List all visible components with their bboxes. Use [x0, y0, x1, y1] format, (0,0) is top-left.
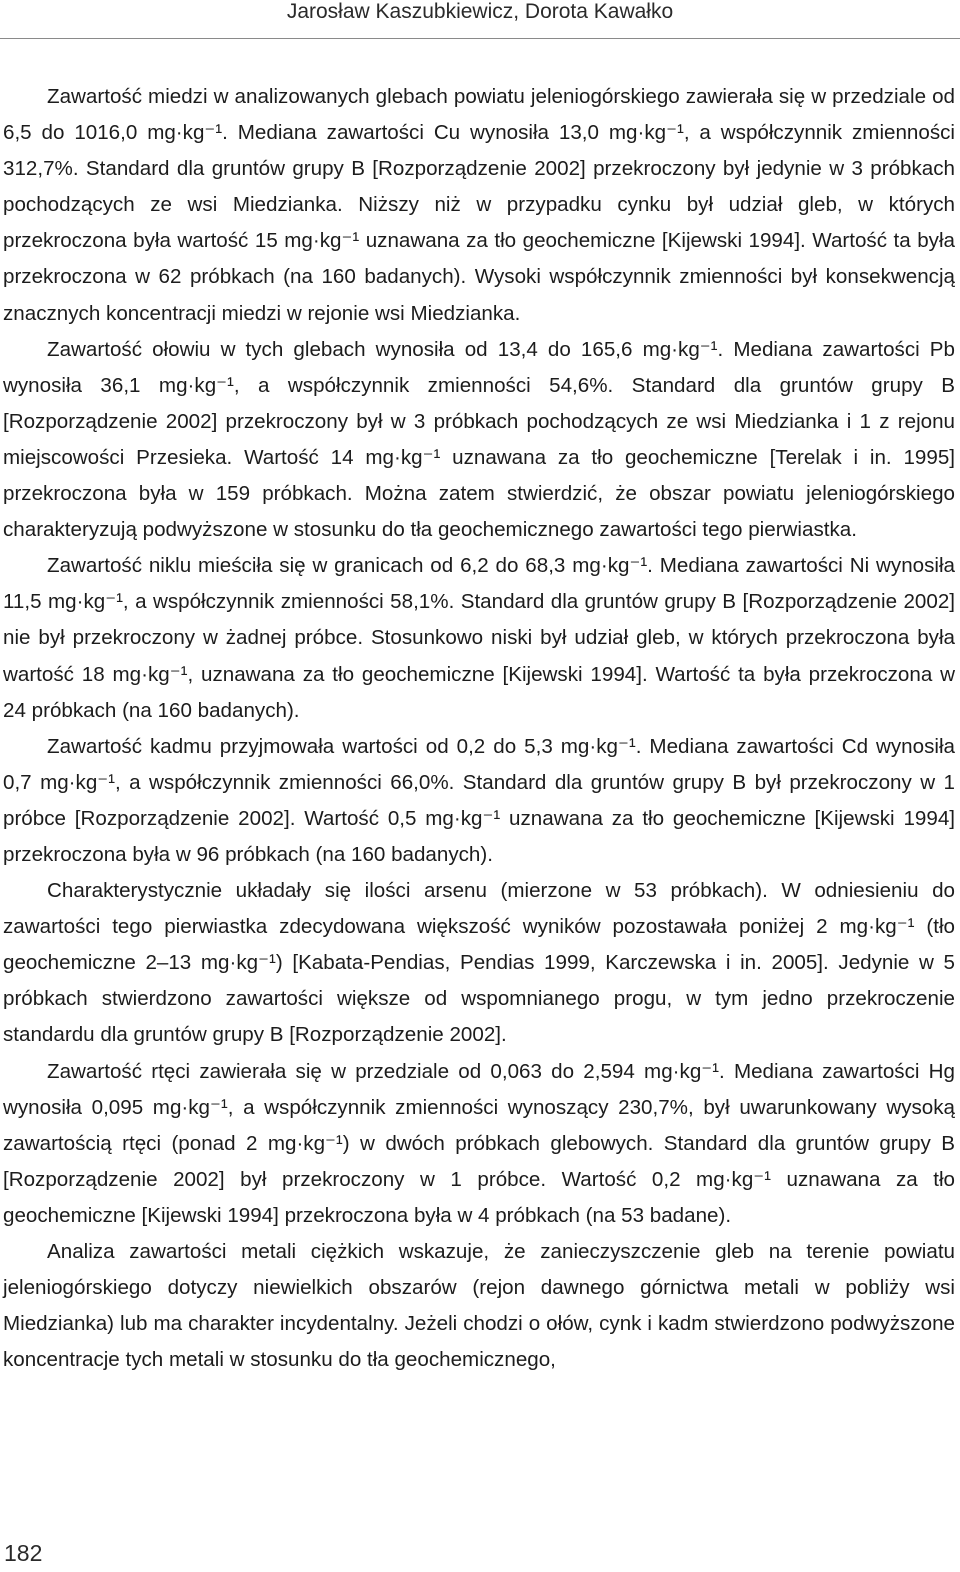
paragraph-arsenic: Charakterystycznie układały się ilości arsenu (mierzone w 53 próbkach). W odniesieniu do zawartości tego pierwiastka zdecydowana większość wyników pozostawała poniżej 2 mg·kg⁻¹ (tło geochemiczne 2–13 mg·kg⁻¹) [Kabata-Pendias, Pendias 1999, Karczewska i in. 2005]. Jedynie w 5 próbkach stwierdzono zawartości większe od wspomnianego progu, w tym jedno przekroczenie standardu dla gruntów grupy B [Rozporządzenie 2002].	[3, 879, 955, 1047]
page-number: 182	[4, 1540, 43, 1566]
paragraph-nickel: Zawartość niklu mieściła się w granicach od 6,2 do 68,3 mg·kg⁻¹. Mediana zawartości Ni wynosiła 11,5 mg·kg⁻¹, a współczynnik zmienności 58,1%. Standard dla gruntów grupy B [Rozporządzenie 2002] nie był przekroczony w żadnej próbce. Stosunkowo niski był udział gleb, w których przekroczona była wartość 18 mg·kg⁻¹, uznawana za tło geochemiczne [Kijewski 1994]. Wartość ta była przekroczona w 24 próbkach (na 160 badanych).	[3, 554, 955, 722]
paragraph-copper: Zawartość miedzi w analizowanych glebach powiatu jeleniogórskiego zawierała się w przedziale od 6,5 do 1016,0 mg·kg⁻¹. Mediana zawartości Cu wynosiła 13,0 mg·kg⁻¹, a współczynnik zmienności 312,7%. Standard dla gruntów grupy B [Rozporządzenie 2002] przekroczony był jedynie w 3 próbkach pochodzących ze wsi Miedzianka. Niższy niż w przypadku cynku był udział gleb, w których przekroczona była wartość 15 mg·kg⁻¹ uznawana za tło geochemiczne [Kijewski 1994]. Wartość ta była przekroczona w 62 próbkach (na 160 badanych). Wysoki współczynnik zmienności był konsekwencją znacznych koncentracji miedzi w rejonie wsi Miedzianka.	[3, 85, 955, 325]
paragraph-analysis: Analiza zawartości metali ciężkich wskazuje, że zanieczyszczenie gleb na terenie powiatu jeleniogórskiego dotyczy niewielkich obszarów (rejon dawnego górnictwa metali w pobliży wsi Miedzianka) lub ma charakter incydentalny. Jeżeli chodzi o ołów, cynk i kadm stwierdzono podwyższone koncentracje tych metali w stosunku do tła geochemicznego,	[3, 1240, 955, 1372]
running-header	[0, 0, 960, 39]
article-body	[3, 79, 955, 1378]
header-authors: Jarosław Kaszubkiewicz, Dorota Kawałko	[286, 0, 674, 23]
paragraph-mercury: Zawartość rtęci zawierała się w przedziale od 0,063 do 2,594 mg·kg⁻¹. Mediana zawartości Hg wynosiła 0,095 mg·kg⁻¹, a współczynnik zmienności wynoszący 230,7%, był uwarunkowany wysoką zawartością rtęci (ponad 2 mg·kg⁻¹) w dwóch próbkach glebowych. Standard dla gruntów grupy B [Rozporządzenie 2002] był przekroczony w 1 próbce. Wartość 0,2 mg·kg⁻¹ uznawana za tło geochemiczne [Kijewski 1994] przekroczona była w 4 próbkach (na 53 badane).	[3, 1059, 955, 1227]
paragraph-lead: Zawartość ołowiu w tych glebach wynosiła od 13,4 do 165,6 mg·kg⁻¹. Mediana zawartości Pb wynosiła 36,1 mg·kg⁻¹, a współczynnik zmienności 54,6%. Standard dla gruntów grupy B [Rozporządzenie 2002] przekroczony był w 3 próbkach pochodzących ze wsi Miedzianka i 1 z rejonu miejscowości Przesieka. Wartość 14 mg·kg⁻¹ uznawana za tło geochemiczne [Terelak i in. 1995] przekroczona była w 159 próbkach. Można zatem stwierdzić, że obszar powiatu jeleniogórskiego charakteryzują podwyższone w stosunku do tła geochemicznego zawartości tego pierwiastka.	[3, 337, 955, 542]
paragraph-cadmium: Zawartość kadmu przyjmowała wartości od 0,2 do 5,3 mg·kg⁻¹. Mediana zawartości Cd wynosiła 0,7 mg·kg⁻¹, a współczynnik zmienności 66,0%. Standard dla gruntów grupy B był przekroczony w 1 próbce [Rozporządzenie 2002]. Wartość 0,5 mg·kg⁻¹ uznawana za tło geochemiczne [Kijewski 1994] przekroczona była w 96 próbkach (na 160 badanych).	[3, 734, 955, 866]
